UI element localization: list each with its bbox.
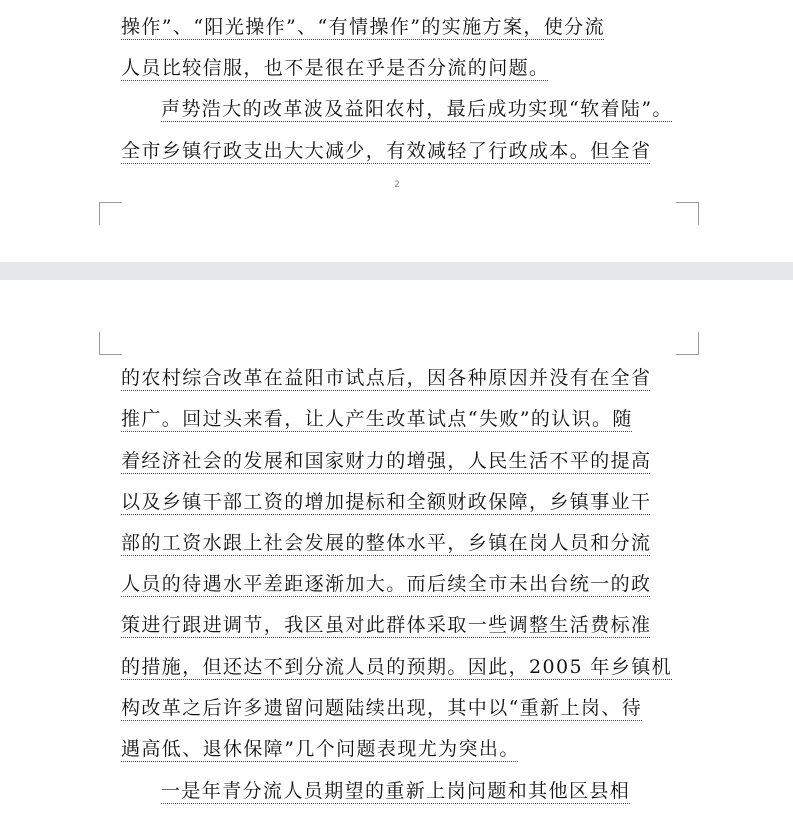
text-line: 部的工资水跟上社会发展的整体水平，乡镇在岗人员和分流	[121, 532, 652, 554]
text-line: 人员比较信服，也不是很在乎是否分流的问题。	[121, 57, 550, 79]
margin-corner-mark	[99, 202, 122, 225]
text-line: 策进行跟进调节，我区虽对此群体采取一些调整生活费标准	[121, 614, 652, 636]
text-line: 操作”、“阳光操作”、“有情操作”的实施方案，使分流	[121, 16, 605, 38]
text-line: 构改革之后许多遗留问题陆续出现，其中以“重新上岗、待	[121, 697, 643, 719]
document-page-2	[0, 0, 793, 262]
text-line: 推广。回过头来看，让人产生改革试点“失败”的认识。随	[121, 408, 633, 430]
margin-corner-mark	[676, 202, 699, 225]
text-line: 遇高低、退休保障”几个问题表现尤为突出。	[121, 738, 520, 760]
text-line: 人员的待遇水平差距逐渐加大。而后续全市未出台统一的政	[121, 573, 652, 595]
margin-corner-mark	[676, 332, 699, 355]
page-number: 2	[394, 180, 400, 190]
text-line: 的措施，但还达不到分流人员的预期。因此，2005 年乡镇机	[121, 656, 672, 678]
text-line: 以及乡镇干部工资的增加提标和全额财政保障，乡镇事业干	[121, 491, 652, 513]
paragraph-first-line: 一是年青分流人员期望的重新上岗问题和其他区县相	[161, 780, 631, 802]
text-line: 的农村综合改革在益阳市试点后，因各种原因并没有在全省	[121, 367, 652, 389]
text-line: 着经济社会的发展和国家财力的增强，人民生活不平的提高	[121, 450, 652, 472]
text-line: 全市乡镇行政支出大大减少，有效减轻了行政成本。但全省	[121, 140, 652, 162]
margin-corner-mark	[99, 332, 122, 355]
page-gap	[0, 262, 793, 280]
paragraph-first-line: 声势浩大的改革波及益阳农村，最后成功实现“软着陆”。	[161, 98, 673, 120]
